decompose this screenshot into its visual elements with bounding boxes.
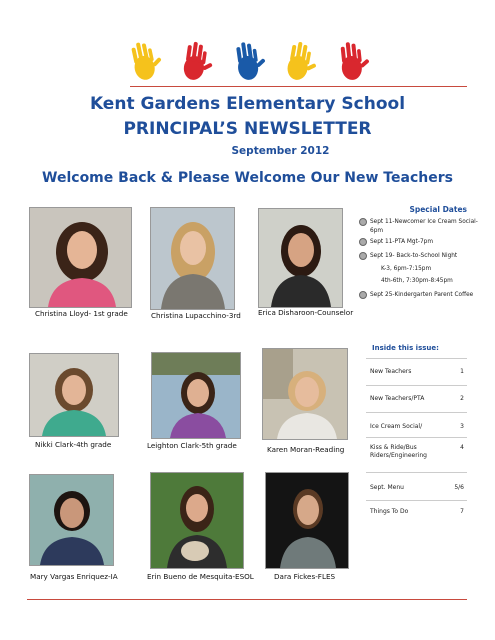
bullet-icon <box>359 291 367 299</box>
red-hand-icon-2 <box>339 40 371 81</box>
newsletter-title: PRINCIPAL’S NEWSLETTER <box>123 119 372 139</box>
toc-row <box>370 368 464 376</box>
toc-row <box>370 423 464 431</box>
toc-divider <box>366 437 467 438</box>
toc-page: 4 <box>460 444 464 451</box>
toc-row <box>370 444 464 460</box>
teacher-photo <box>29 474 114 566</box>
toc-page: 7 <box>460 508 464 515</box>
toc-divider <box>366 472 467 473</box>
toc-page: 2 <box>460 395 464 402</box>
teacher-caption: Christina Lupacchino-3rd <box>151 311 241 320</box>
teacher-photo <box>29 353 119 437</box>
toc-page: 1 <box>460 368 464 375</box>
handprints-logo <box>115 32 375 84</box>
toc-row <box>370 395 464 403</box>
yellow-hand-icon-2 <box>286 41 321 83</box>
teacher-caption: Dara Fickes-FLES <box>274 572 336 581</box>
toc-divider <box>366 358 467 359</box>
red-hand-icon <box>182 41 215 83</box>
teacher-photo <box>29 207 132 308</box>
top-rule <box>130 86 467 87</box>
special-date-item <box>370 291 482 300</box>
toc-label: New Teachers/PTA <box>370 395 425 402</box>
teacher-photo <box>150 207 235 310</box>
teacher-photo <box>151 352 241 439</box>
newsletter-date: September 2012 <box>231 145 330 157</box>
bottom-rule <box>27 599 467 600</box>
toc-label: Things To Do <box>370 508 409 515</box>
teacher-caption: Erin Bueno de Mesquita-ESOL <box>147 572 254 581</box>
bullet-icon <box>359 238 367 246</box>
teacher-photo <box>150 472 244 569</box>
teacher-photo <box>265 472 349 569</box>
toc-divider <box>366 500 467 501</box>
special-dates-title: Special Dates <box>409 205 467 214</box>
yellow-hand-icon <box>129 39 165 82</box>
toc-label: Kiss & Ride/Bus Riders/Engineering <box>370 444 427 459</box>
special-date-text: Sept 11-PTA Mgt-7pm <box>370 239 433 245</box>
blue-hand-icon <box>235 40 268 82</box>
teacher-caption: Nikki Clark-4th grade <box>35 440 112 449</box>
toc-label: Sept. Menu <box>370 484 404 491</box>
toc-divider <box>366 412 467 413</box>
special-date-item <box>370 218 482 235</box>
teacher-caption: Mary Vargas Enriquez-IA <box>30 572 118 581</box>
toc-page: 3 <box>460 423 464 430</box>
bullet-icon <box>359 252 367 260</box>
teacher-photo <box>262 348 348 440</box>
special-date-item <box>370 252 482 261</box>
toc-label: Ice Cream Social/ <box>370 423 423 430</box>
special-date-subtext: 4th-6th, 7:30pm-8:45pm <box>381 278 453 284</box>
headline: Welcome Back & Please Welcome Our New Teachers <box>42 170 453 186</box>
school-name: Kent Gardens Elementary School <box>89 94 406 114</box>
special-date-subtext: K-3, 6pm-7:15pm <box>381 266 432 272</box>
toc-label: New Teachers <box>370 368 412 375</box>
teacher-caption: Leighton Clark-5th grade <box>147 441 237 450</box>
toc-row <box>370 484 464 492</box>
special-date-text: Sept 19- Back-to-School Night <box>370 253 458 259</box>
special-date-text: Sept 25-Kindergarten Parent Coffee <box>370 292 474 298</box>
teacher-caption: Christina Lloyd- 1st grade <box>35 309 128 318</box>
toc-row <box>370 508 464 516</box>
bullet-icon <box>359 218 367 226</box>
toc-divider <box>366 385 467 386</box>
teacher-caption: Erica Disharoon-Counselor <box>258 308 354 317</box>
toc-title: Inside this issue: <box>372 344 439 352</box>
special-date-item <box>370 238 482 247</box>
teacher-caption: Karen Moran-Reading <box>267 445 345 454</box>
toc-page: 5/6 <box>454 484 464 491</box>
teacher-photo <box>258 208 343 308</box>
special-date-text: Sept 11-Newcomer Ice Cream Social-6pm <box>370 219 478 234</box>
